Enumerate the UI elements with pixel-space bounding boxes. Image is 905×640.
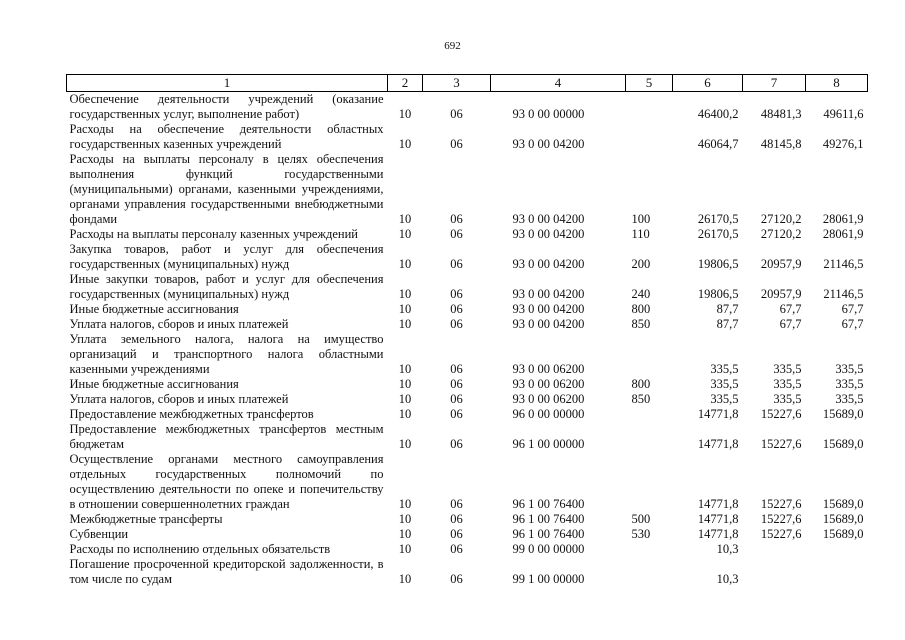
row-name: Закупка товаров, работ и услуг для обеспечения государственных (муниципальных) нужд <box>69 242 384 271</box>
subsection-code: 06 <box>450 227 463 241</box>
amount-col-7 <box>743 542 806 557</box>
section-code: 10 <box>398 437 412 451</box>
target-article-code: 93 0 00 04200 <box>512 137 585 151</box>
amount-col-7: 15227,6 <box>760 527 802 541</box>
amount-col-6: 14771,8 <box>697 437 739 451</box>
amount-col-7: 48145,8 <box>760 137 802 151</box>
column-header: 1 <box>67 75 388 92</box>
section-code: 10 <box>398 362 412 376</box>
amount-col-6: 26170,5 <box>697 212 739 226</box>
column-header: 4 <box>491 75 626 92</box>
row-name: Расходы на выплаты персоналу казенных учреждений <box>69 227 358 241</box>
section-code: 10 <box>398 392 412 406</box>
amount-col-7: 335,5 <box>773 392 802 406</box>
subsection-code: 06 <box>450 542 463 556</box>
row-name: Расходы по исполнению отдельных обязательств <box>69 542 331 556</box>
amount-col-8: 15689,0 <box>822 512 864 526</box>
expense-type-code: 500 <box>631 512 651 526</box>
table-row <box>67 392 868 407</box>
expense-type-code <box>626 332 673 377</box>
expense-type-code <box>626 122 673 152</box>
target-article-code: 96 1 00 76400 <box>512 512 585 526</box>
amount-col-7: 15227,6 <box>760 512 802 526</box>
table-row <box>67 557 868 587</box>
expense-type-code: 110 <box>631 227 650 241</box>
row-name: Уплата земельного налога, налога на имущество организаций и транспортного налога областными казенными учреждениями <box>69 332 384 376</box>
amount-col-8: 67,7 <box>841 317 864 331</box>
section-code: 10 <box>398 287 412 301</box>
expense-type-code <box>626 422 673 452</box>
amount-col-8: 28061,9 <box>822 227 864 241</box>
table-row <box>67 152 868 227</box>
amount-col-7 <box>743 557 806 587</box>
expense-type-code: 850 <box>631 392 651 406</box>
target-article-code: 93 0 00 06200 <box>512 377 585 391</box>
subsection-code: 06 <box>450 527 463 541</box>
target-article-code: 93 0 00 06200 <box>512 392 585 406</box>
target-article-code: 93 0 00 04200 <box>512 212 585 226</box>
amount-col-7: 67,7 <box>779 302 802 316</box>
section-code: 10 <box>398 257 412 271</box>
amount-col-7: 15227,6 <box>760 497 802 511</box>
table-row <box>67 407 868 422</box>
amount-col-6: 14771,8 <box>697 512 739 526</box>
subsection-code: 06 <box>450 287 463 301</box>
subsection-code: 06 <box>450 407 463 421</box>
amount-col-6: 335,5 <box>710 392 739 406</box>
row-name: Уплата налогов, сборов и иных платежей <box>69 317 289 331</box>
amount-col-7: 27120,2 <box>760 212 802 226</box>
table-row <box>67 272 868 302</box>
amount-col-6: 19806,5 <box>697 257 739 271</box>
subsection-code: 06 <box>450 392 463 406</box>
target-article-code: 96 1 00 76400 <box>512 497 585 511</box>
target-article-code: 93 0 00 00000 <box>512 107 585 121</box>
table-row <box>67 527 868 542</box>
row-name: Иные закупки товаров, работ и услуг для обеспечения государственных (муниципальных) нужд <box>69 272 384 301</box>
column-header: 2 <box>388 75 423 92</box>
row-name: Предоставление межбюджетных трансфертов местным бюджетам <box>69 422 384 451</box>
subsection-code: 06 <box>450 212 463 226</box>
expense-type-code <box>626 542 673 557</box>
subsection-code: 06 <box>450 137 463 151</box>
subsection-code: 06 <box>450 317 463 331</box>
section-code: 10 <box>398 512 412 526</box>
budget-table <box>66 74 868 587</box>
amount-col-7: 335,5 <box>773 362 802 376</box>
expense-type-code: 850 <box>631 317 651 331</box>
subsection-code: 06 <box>450 512 463 526</box>
section-code: 10 <box>398 497 412 511</box>
amount-col-7: 15227,6 <box>760 437 802 451</box>
row-name: Уплата налогов, сборов и иных платежей <box>69 392 289 406</box>
amount-col-8: 21146,5 <box>823 287 864 301</box>
section-code: 10 <box>398 527 412 541</box>
target-article-code: 96 1 00 00000 <box>512 437 585 451</box>
subsection-code: 06 <box>450 257 463 271</box>
target-article-code: 93 0 00 04200 <box>512 257 585 271</box>
amount-col-6: 14771,8 <box>697 407 739 421</box>
subsection-code: 06 <box>450 497 463 511</box>
target-article-code: 96 0 00 00000 <box>512 407 585 421</box>
table-row <box>67 242 868 272</box>
expense-type-code <box>626 407 673 422</box>
amount-col-6: 335,5 <box>710 377 739 391</box>
section-code: 10 <box>398 572 412 586</box>
subsection-code: 06 <box>450 362 463 376</box>
table-row <box>67 122 868 152</box>
expense-type-code: 100 <box>631 212 651 226</box>
section-code: 10 <box>398 407 412 421</box>
table-row <box>67 227 868 242</box>
amount-col-8: 335,5 <box>835 392 864 406</box>
table-header-row <box>67 75 868 92</box>
table-row <box>67 332 868 377</box>
amount-col-8: 335,5 <box>835 362 864 376</box>
table-row <box>67 377 868 392</box>
expense-type-code: 200 <box>631 257 651 271</box>
subsection-code: 06 <box>450 437 463 451</box>
table-row <box>67 302 868 317</box>
amount-col-6: 19806,5 <box>697 287 739 301</box>
target-article-code: 93 0 00 04200 <box>512 317 585 331</box>
expense-type-code: 240 <box>631 287 651 301</box>
amount-col-7: 27120,2 <box>760 227 802 241</box>
amount-col-8: 21146,5 <box>823 257 864 271</box>
target-article-code: 93 0 00 04200 <box>512 227 585 241</box>
row-name: Погашение просроченной кредиторской задолженности, в том числе по судам <box>69 557 384 586</box>
amount-col-8: 49276,1 <box>822 137 864 151</box>
amount-col-6: 14771,8 <box>697 497 739 511</box>
amount-col-8: 15689,0 <box>822 497 864 511</box>
amount-col-7: 20957,9 <box>760 287 802 301</box>
section-code: 10 <box>398 317 412 331</box>
target-article-code: 93 0 00 06200 <box>512 362 585 376</box>
section-code: 10 <box>398 227 412 241</box>
amount-col-7: 48481,3 <box>760 107 802 121</box>
row-name: Межбюджетные трансферты <box>69 512 223 526</box>
amount-col-6: 14771,8 <box>697 527 739 541</box>
expense-type-code: 530 <box>631 527 651 541</box>
subsection-code: 06 <box>450 377 463 391</box>
amount-col-6: 26170,5 <box>697 227 739 241</box>
table-row <box>67 512 868 527</box>
section-code: 10 <box>398 212 412 226</box>
row-name: Расходы на обеспечение деятельности областных государственных казенных учреждений <box>69 122 384 151</box>
row-name: Иные бюджетные ассигнования <box>69 302 239 316</box>
expense-type-code <box>626 557 673 587</box>
amount-col-7: 15227,6 <box>760 407 802 421</box>
target-article-code: 99 0 00 00000 <box>512 542 585 556</box>
target-article-code: 99 1 00 00000 <box>512 572 585 586</box>
row-name: Расходы на выплаты персоналу в целях обеспечения выполнения функций государственными (муниципальными) органами, казенными учреждениями, органами управления государственными внебюджетными фондами <box>69 152 384 226</box>
amount-col-6: 10,3 <box>716 542 739 556</box>
expense-type-code <box>626 452 673 512</box>
table-row <box>67 452 868 512</box>
amount-col-8: 15689,0 <box>822 527 864 541</box>
table-row <box>67 92 868 123</box>
row-name: Обеспечение деятельности учреждений (оказание государственных услуг, выполнение работ) <box>69 92 384 121</box>
section-code: 10 <box>398 107 412 121</box>
subsection-code: 06 <box>450 572 463 586</box>
column-header: 6 <box>673 75 743 92</box>
amount-col-8 <box>806 542 868 557</box>
section-code: 10 <box>398 137 412 151</box>
amount-col-8: 335,5 <box>835 377 864 391</box>
expense-type-code: 800 <box>631 377 651 391</box>
amount-col-8 <box>806 557 868 587</box>
amount-col-8: 15689,0 <box>822 407 864 421</box>
amount-col-6: 335,5 <box>710 362 739 376</box>
column-header: 3 <box>423 75 491 92</box>
subsection-code: 06 <box>450 107 463 121</box>
table-row <box>67 317 868 332</box>
amount-col-7: 67,7 <box>779 317 802 331</box>
column-header: 8 <box>806 75 868 92</box>
amount-col-6: 87,7 <box>716 302 739 316</box>
amount-col-8: 49611,6 <box>823 107 864 121</box>
amount-col-6: 10,3 <box>716 572 739 586</box>
page-number: 692 <box>444 40 461 52</box>
amount-col-6: 87,7 <box>716 317 739 331</box>
section-code: 10 <box>398 302 412 316</box>
amount-col-8: 28061,9 <box>822 212 864 226</box>
row-name: Субвенции <box>69 527 129 541</box>
target-article-code: 93 0 00 04200 <box>512 287 585 301</box>
amount-col-7: 20957,9 <box>760 257 802 271</box>
amount-col-8: 15689,0 <box>822 437 864 451</box>
row-name: Осуществление органами местного самоуправления отдельных государственных полномочий по осуществлению деятельности по опеке и попечительству в отношении совершеннолетних граждан <box>69 452 384 511</box>
target-article-code: 96 1 00 76400 <box>512 527 585 541</box>
row-name: Иные бюджетные ассигнования <box>69 377 239 391</box>
subsection-code: 06 <box>450 302 463 316</box>
amount-col-6: 46400,2 <box>697 107 739 121</box>
amount-col-8: 67,7 <box>841 302 864 316</box>
expense-type-code <box>626 92 673 123</box>
section-code: 10 <box>398 377 412 391</box>
target-article-code: 93 0 00 04200 <box>512 302 585 316</box>
column-header: 5 <box>626 75 673 92</box>
table-row <box>67 422 868 452</box>
table-row <box>67 542 868 557</box>
row-name: Предоставление межбюджетных трансфертов <box>69 407 314 421</box>
section-code: 10 <box>398 542 412 556</box>
amount-col-7: 335,5 <box>773 377 802 391</box>
column-header: 7 <box>743 75 806 92</box>
amount-col-6: 46064,7 <box>697 137 739 151</box>
expense-type-code: 800 <box>631 302 651 316</box>
